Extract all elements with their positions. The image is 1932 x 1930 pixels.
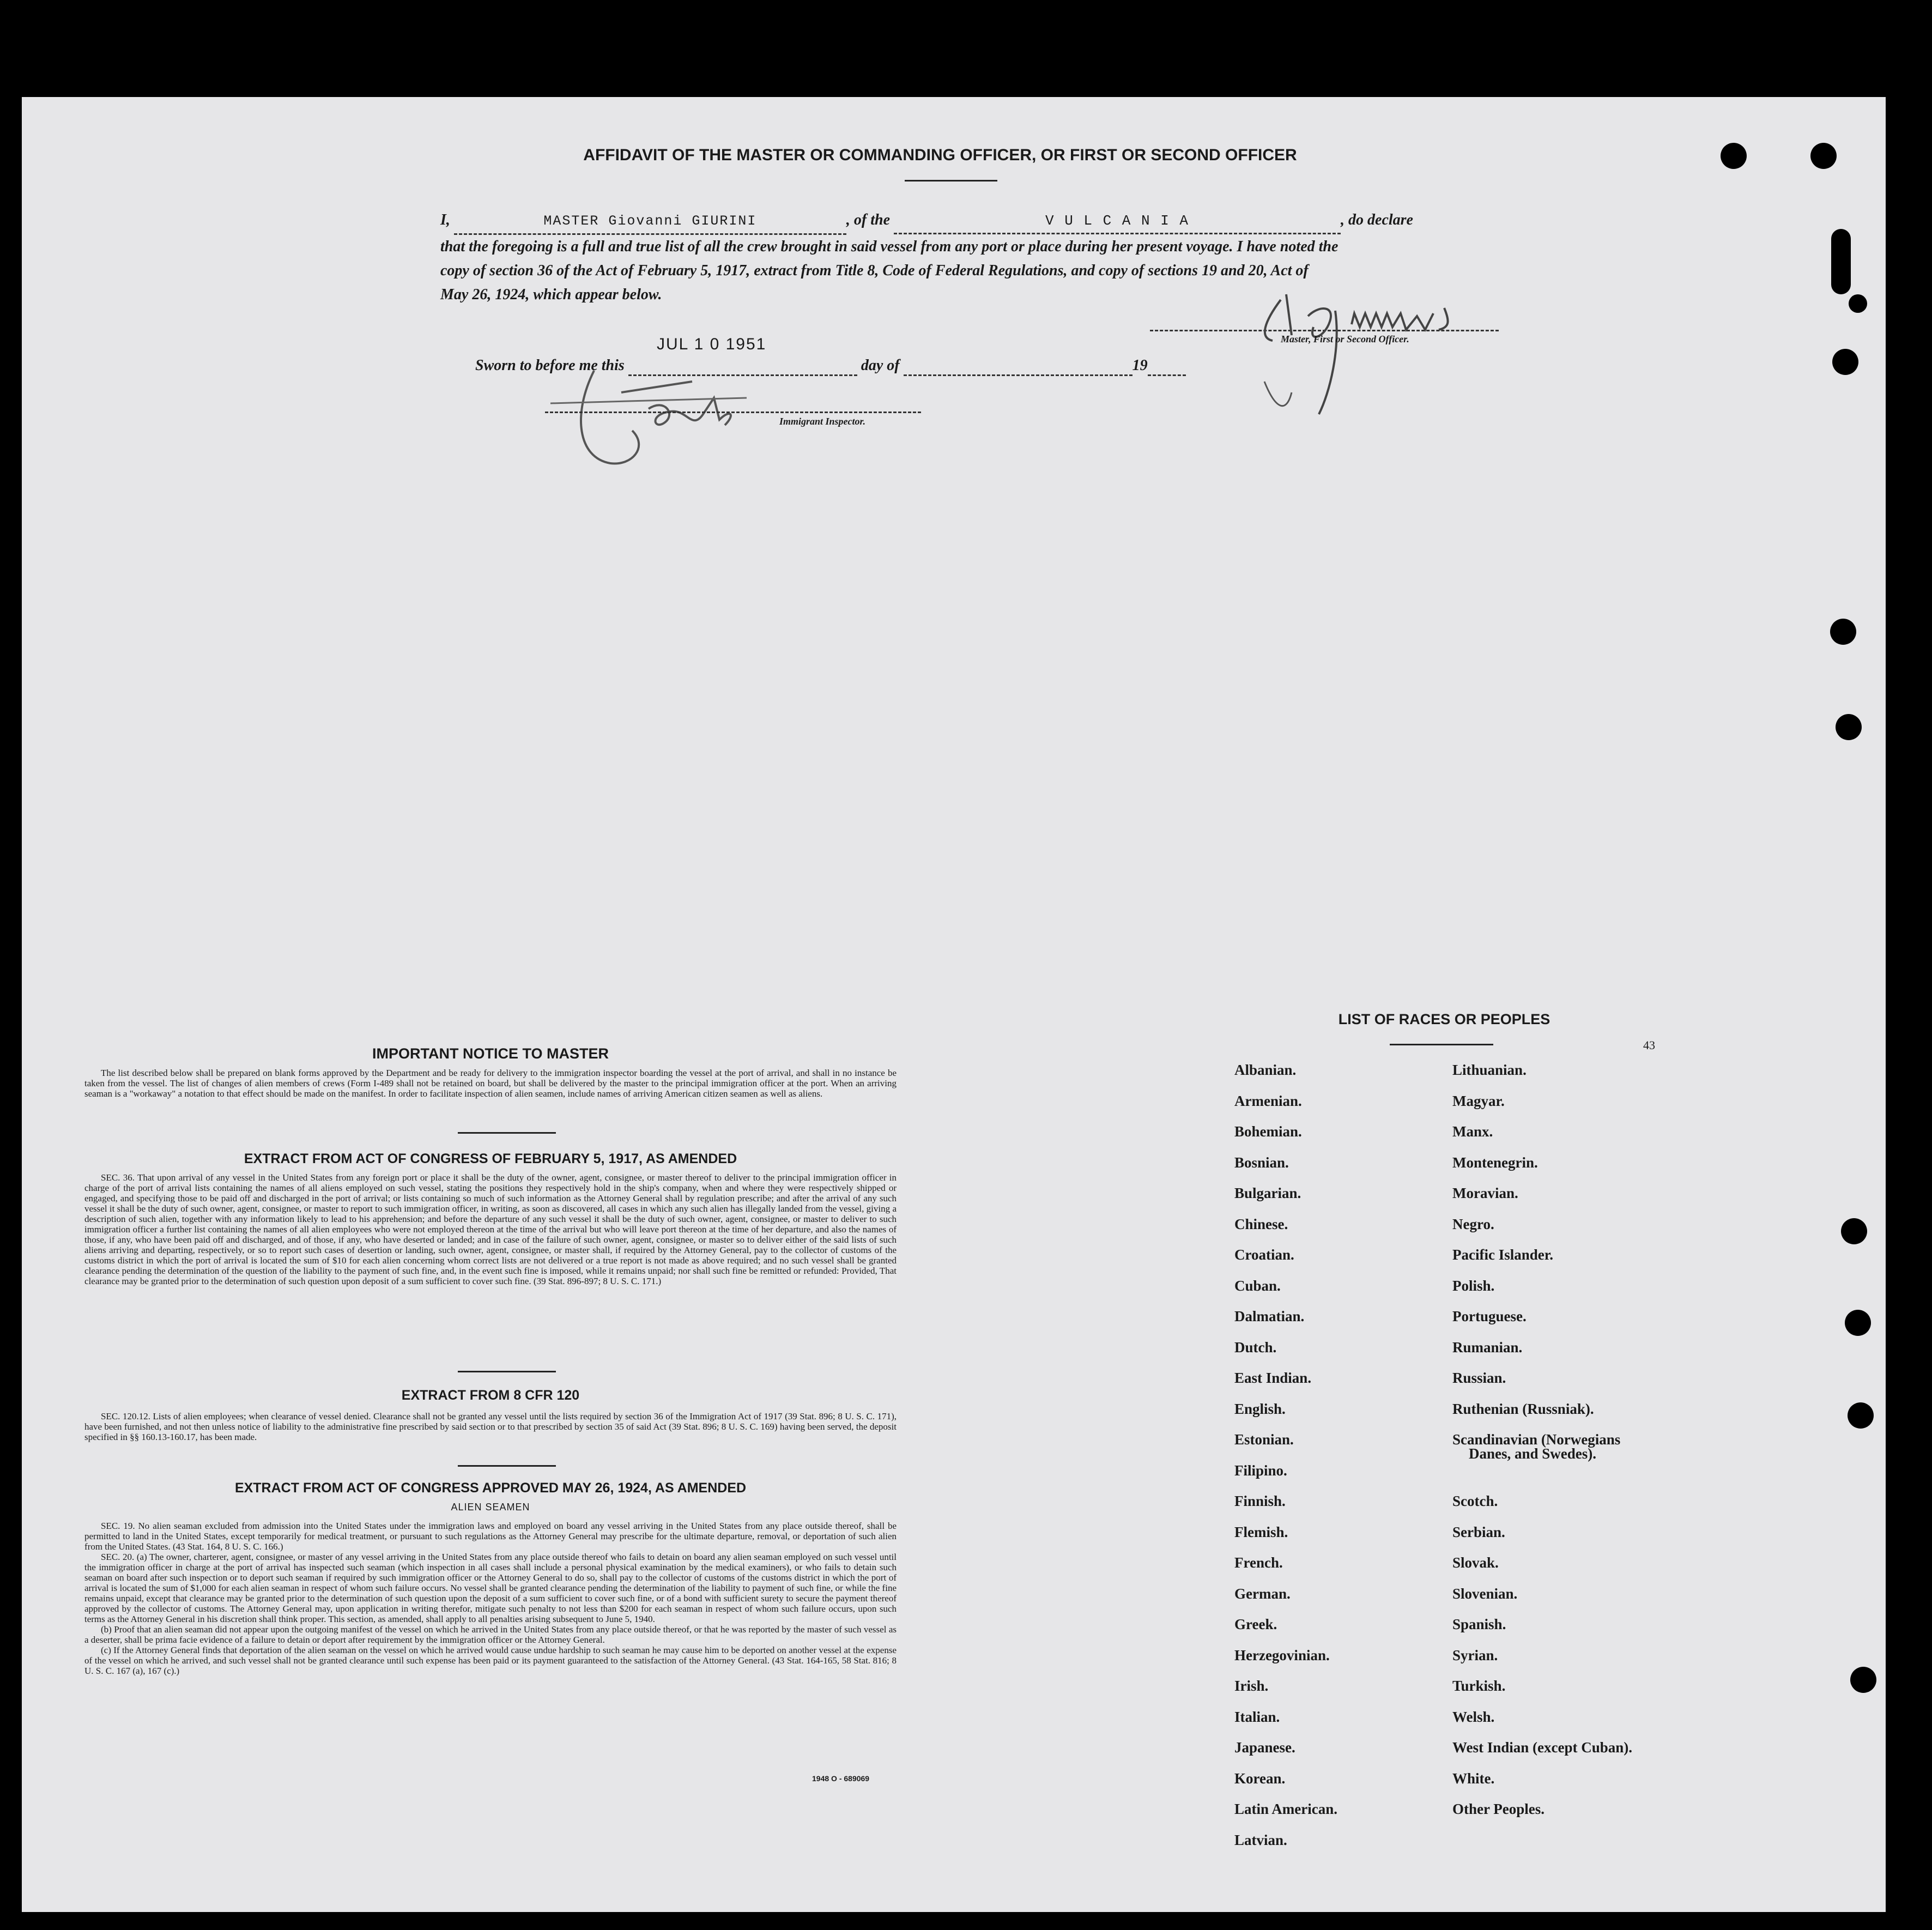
list-item: Lithuanian. — [1452, 1062, 1527, 1078]
list-item: Herzegovinian. — [1234, 1647, 1330, 1663]
notice-section — [84, 1045, 897, 1099]
list-item: White. — [1452, 1770, 1495, 1787]
notice-title: IMPORTANT NOTICE TO MASTER — [372, 1045, 609, 1062]
affidavit-title: AFFIDAVIT OF THE MASTER OR COMMANDING OFFICER, OR FIRST OR SECOND OFFICER — [583, 146, 1297, 164]
list-item: Albanian. — [1234, 1062, 1297, 1078]
list-item: Estonian. — [1234, 1431, 1294, 1448]
list-item: Pacific Islander. — [1452, 1247, 1553, 1263]
list-item: Danes, and Swedes). — [1469, 1445, 1597, 1462]
punch-hole — [1810, 143, 1837, 169]
races-title: LIST OF RACES OR PEOPLES — [1338, 1011, 1551, 1027]
punch-hole — [1845, 1310, 1871, 1336]
list-item: Syrian. — [1452, 1647, 1498, 1663]
list-item: East Indian. — [1234, 1370, 1312, 1386]
list-item: Croatian. — [1234, 1247, 1294, 1263]
list-item: French. — [1234, 1554, 1283, 1571]
affidavit-line-3: copy of section 36 of the Act of February 5, 1917, extract from Title 8, Code of Federal Regulations, and copy of sections 19 and 20, Act of — [440, 262, 1309, 279]
sec-20c: (c) If the Attorney General finds that deportation of the alien seaman on the vessel on which he arrived would cause undue hardship to such seaman he may cause him to be deported on another vessel at the expense of the vessel on which he arrived, and such vessel shall not be granted clearance until such expense has been paid or its payment guaranteed to the satisfaction of the Attorney General. (43 Stat. 164-165, 58 Stat. 816; 8 U. S. C. 167 (a), 167 (c).) — [84, 1645, 897, 1676]
divider — [458, 1132, 556, 1134]
officer-name-field: MASTER Giovanni GIURINI — [454, 209, 846, 235]
list-item: Latvian. — [1234, 1831, 1287, 1848]
list-item: Japanese. — [1234, 1739, 1295, 1756]
inspector-signature-line — [545, 412, 921, 413]
year-prefix: 19 — [1132, 357, 1148, 374]
list-item: Polish. — [1452, 1277, 1495, 1294]
list-item: Turkish. — [1452, 1678, 1506, 1694]
punch-hole — [1841, 1218, 1867, 1244]
list-item: Negro. — [1452, 1215, 1494, 1232]
extract-cfr-section — [84, 1388, 897, 1442]
list-item: Montenegrin. — [1452, 1154, 1538, 1171]
list-item: German. — [1234, 1585, 1291, 1602]
vessel-name-field: V U L C A N I A — [894, 209, 1341, 234]
list-item: Flemish. — [1234, 1523, 1288, 1540]
list-item: Dutch. — [1234, 1339, 1277, 1356]
day-of-label: day of — [861, 357, 900, 374]
list-item: Scotch. — [1452, 1493, 1498, 1509]
list-item: Moravian. — [1452, 1185, 1518, 1201]
list-item: Russian. — [1452, 1370, 1506, 1386]
list-item: Latin American. — [1234, 1801, 1337, 1817]
extract-1917-title: EXTRACT FROM ACT OF CONGRESS OF FEBRUARY 5, 1917, AS AMENDED — [244, 1151, 737, 1166]
list-item: Portuguese. — [1452, 1308, 1527, 1324]
races-left-column — [1234, 1062, 1431, 1862]
officer-signature — [1243, 283, 1515, 425]
extract-1917-body: SEC. 36. That upon arrival of any vessel in the United States from any foreign port or place it shall be the duty of the owner, agent, consignee, or master thereof to deliver to the principal immigration officer in charge of the port of arrival lists containing the names of all aliens employed on such vessel, stating the positions they respectively hold in the ship's company, when and where they were respectively shipped or engaged, and specifying those to be paid off and discharged in the port of arrival; or lists containing so much of such information as the Attorney General shall by regulation prescribe; and after the arrival of any such vessel it shall be the duty of such owner, agent, consignee, or master to report to such immigration officer, in writing, as soon as discovered, all cases in which any such alien has illegally landed from the vessel, giving a description of such alien, together with any information likely to lead to his apprehension; and before the departure of any such vessel it shall be the duty of such owner, agent, consignee, or master to deliver to such immigration officer a further list containing the names of all alien employees who were not employed thereon at the time of the arrival but who will leave port thereon at the time of her departure, and also the names of those, if any, who have been paid off and discharged, and of those, if any, who have deserted or landed; and in case of the failure of such owner, agent, consignee, or master so to deliver either of the said lists of such aliens arriving and departing, respectively, or so to report such cases of desertion or landing, such owner, agent, consignee, or master shall, if required by the Attorney General, pay to the collector of customs of the customs district in which the port of arrival is located the sum of $10 for each alien concerning whom correct lists are not delivered or a true report is not made as above required; and no such vessel shall be granted clearance pending the determination of the question of the liability to the payment of such fine, and, in the event such fine is imposed, while it remains unpaid; nor shall such fine be remitted or refunded: Provided, That clearance may be granted prior to the determination of such question upon deposit of a sum sufficient to cover such fine. (39 Stat. 896-897; 8 U. S. C. 171.) — [84, 1172, 897, 1286]
list-item: Irish. — [1234, 1678, 1269, 1694]
sworn-month-field — [904, 357, 1132, 376]
divider — [458, 1371, 556, 1372]
extract-1924-section — [84, 1480, 897, 1676]
list-item: Bulgarian. — [1234, 1185, 1301, 1201]
margin-note: 43 — [1643, 1038, 1655, 1052]
punch-hole — [1830, 619, 1856, 645]
races-title-underline — [1390, 1044, 1493, 1045]
binding-clip-mark — [1831, 229, 1851, 294]
notice-body: The list described below shall be prepared on blank forms approved by the Department and be ready for delivery to the immigration inspector boarding the vessel at the port of arrival, and shall in no instance be taken from the vessel. The list of changes of alien members of crews (Form I-489 shall not be retained on board, but shall be delivered by the master to the principal immigration officer at the port. When an arriving seaman is a "workaway" a notation to that effect should be made on the manifest. In order to facilitate inspection of alien seamen, include names of arriving American citizen seamen as well as aliens. — [84, 1068, 897, 1099]
inspector-label: Immigrant Inspector. — [779, 416, 866, 427]
list-item: Cuban. — [1234, 1277, 1281, 1294]
sec-20b: (b) Proof that an alien seaman did not appear upon the outgoing manifest of the vessel on which he arrived in the United States from any place outside thereof, or that he was reported by the master of such vessel as a deserter, shall be prima facie evidence of a failure to detain or deport after requirement by the immigration officer or the Attorney General. — [84, 1624, 897, 1645]
list-item: Bohemian. — [1234, 1123, 1302, 1140]
affidavit-line-1: I, MASTER Giovanni GIURINI , of the V U L C A N I A , do declare — [440, 208, 1430, 235]
list-item: Filipino. — [1234, 1462, 1287, 1479]
sec-20a: SEC. 20. (a) The owner, charterer, agent, consignee, or master of any vessel arriving in the United States from any place outside thereof who fails to detain on board any alien seaman employed on such vessel until the immigration officer in charge at the port of arrival has inspected such seaman (which inspection in all cases shall include a personal physical examination by the medical examiners), or who fails to detain such seaman on board after such inspection or to deport such seaman if required by such immigration officer or the Attorney General to do so, shall pay to the collector of customs of the customs district in which the port of arrival is located the sum of $1,000 for each alien seaman in respect of whom such failure occurs. No vessel shall be granted clearance pending the determination of the liability to payment of such fine, or while the fine remains unpaid, except that clearance may be granted prior to the determination of such question upon the deposit of a sum sufficient to cover such fine, or of a bond with sufficient surety to secure the payment thereof approved by the collector of customs. The Attorney General may, upon application in writing therefor, mitigate such penalty to not less than $200 for each seaman in respect of whom such failure occurs, upon such terms as the Attorney General in his discretion shall think proper. This section, as amended, shall apply to all penalties arising subsequent to June 5, 1940. — [84, 1552, 897, 1624]
punch-hole — [1832, 349, 1858, 375]
list-item: Scandinavian (Norwegians — [1452, 1431, 1621, 1448]
list-item: Rumanian. — [1452, 1339, 1523, 1356]
list-item: Armenian. — [1234, 1092, 1302, 1109]
punch-hole — [1721, 143, 1747, 169]
punch-hole — [1849, 294, 1867, 313]
sec-19: SEC. 19. No alien seaman excluded from admission into the United States under the immigration laws and employed on board any vessel arriving in the United States from any place outside thereof, shall be permitted to land in the United States, except temporarily for medical treatment, or pursuant to such regulations as the Attorney General may prescribe for the ultimate departure, removal, or deportation of such alien from the United States. (43 Stat. 164, 8 U. S. C. 166.) — [84, 1521, 897, 1552]
punch-hole — [1850, 1667, 1876, 1693]
punch-hole — [1836, 714, 1862, 740]
list-item: Slovak. — [1452, 1554, 1499, 1571]
printer-code: 1948 O - 689069 — [812, 1774, 870, 1783]
list-item: West Indian (except Cuban). — [1452, 1739, 1633, 1756]
list-item: English. — [1234, 1400, 1286, 1417]
extract-cfr-body: SEC. 120.12. Lists of alien employees; when clearance of vessel denied. Clearance shall not be granted any vessel until the lists required by section 36 of the Immigration Act of 1917 (39 Stat. 896; 8 U. S. C. 171), have been furnished, and not then unless notice of liability to the administrative fine prescribed by said section or to that prescribed by section 35 of said Act (39 Stat. 896; 8 U. S. C. 169) having been served, the deposit specified in §§ 160.13-160.17, has been made. — [84, 1411, 897, 1442]
extract-cfr-title: EXTRACT FROM 8 CFR 120 — [401, 1388, 580, 1403]
extract-1924-body — [84, 1521, 897, 1676]
list-item: Other Peoples. — [1452, 1801, 1545, 1817]
officer-label: Master, First or Second Officer. — [1281, 334, 1409, 344]
list-item: Serbian. — [1452, 1523, 1505, 1540]
list-item: Finnish. — [1234, 1493, 1286, 1509]
list-item: Korean. — [1234, 1770, 1286, 1787]
list-item: Dalmatian. — [1234, 1308, 1305, 1324]
extract-1924-title: EXTRACT FROM ACT OF CONGRESS APPROVED MAY 26, 1924, AS AMENDED — [234, 1480, 747, 1496]
sworn-label: Sworn to before me this — [475, 357, 625, 374]
list-item: Ruthenian (Russniak). — [1452, 1400, 1594, 1417]
list-item: Slovenian. — [1452, 1585, 1518, 1602]
affidavit-line-4: May 26, 1924, which appear below. — [440, 286, 662, 303]
list-item: Greek. — [1234, 1616, 1277, 1632]
list-item: Spanish. — [1452, 1616, 1506, 1632]
races-right-column — [1452, 1062, 1736, 1832]
list-item: Welsh. — [1452, 1708, 1495, 1725]
title-underline — [905, 180, 997, 181]
extract-1924-subtitle: ALIEN SEAMEN — [451, 1502, 530, 1512]
list-item: Magyar. — [1452, 1092, 1505, 1109]
extract-1917-section — [84, 1151, 897, 1286]
list-item: Chinese. — [1234, 1215, 1288, 1232]
affidavit-line-2: that the foregoing is a full and true list of all the crew brought in said vessel from any port or place during her present voyage. I have noted the — [440, 238, 1339, 255]
list-item: Italian. — [1234, 1708, 1280, 1725]
date-stamp: JUL 1 0 1951 — [657, 335, 767, 353]
list-item: Manx. — [1452, 1123, 1493, 1140]
punch-hole — [1848, 1402, 1874, 1429]
list-item: Bosnian. — [1234, 1154, 1289, 1171]
divider — [458, 1465, 556, 1467]
